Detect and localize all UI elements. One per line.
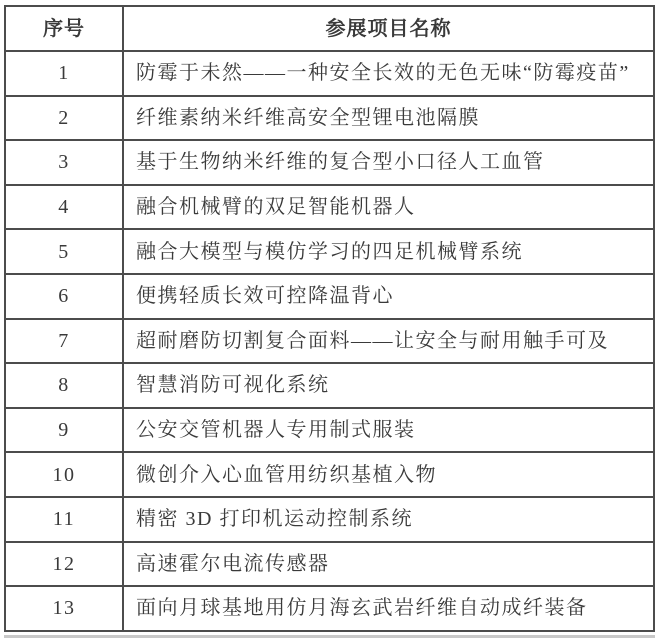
table-row [5, 51, 654, 96]
table-row [5, 319, 654, 364]
table-header [5, 6, 654, 51]
row-project-name: 智慧消防可视化系统 [123, 363, 654, 408]
row-project-name: 微创介入心血管用纺织基植入物 [123, 452, 654, 497]
cutoff-next-row-edge [4, 635, 655, 638]
header-project-name: 参展项目名称 [123, 6, 654, 51]
row-project-name: 精密 3D 打印机运动控制系统 [123, 497, 654, 542]
row-serial-number: 4 [5, 185, 123, 230]
row-serial-number: 1 [5, 51, 123, 96]
row-project-name: 公安交管机器人专用制式服装 [123, 408, 654, 453]
table-row [5, 185, 654, 230]
table-row [5, 274, 654, 319]
row-serial-number: 5 [5, 229, 123, 274]
row-serial-number: 13 [5, 586, 123, 631]
row-serial-number: 2 [5, 96, 123, 141]
row-project-name: 融合大模型与模仿学习的四足机械臂系统 [123, 229, 654, 274]
row-serial-number: 6 [5, 274, 123, 319]
row-project-name: 基于生物纳米纤维的复合型小口径人工血管 [123, 140, 654, 185]
header-serial-number: 序号 [5, 6, 123, 51]
row-project-name: 便携轻质长效可控降温背心 [123, 274, 654, 319]
table-body [5, 51, 654, 631]
table-row [5, 452, 654, 497]
row-serial-number: 9 [5, 408, 123, 453]
row-serial-number: 11 [5, 497, 123, 542]
row-project-name: 融合机械臂的双足智能机器人 [123, 185, 654, 230]
row-project-name: 超耐磨防切割复合面料——让安全与耐用触手可及 [123, 319, 654, 364]
table-row [5, 96, 654, 141]
table-row [5, 408, 654, 453]
header-row [5, 6, 654, 51]
row-project-name: 纤维素纳米纤维高安全型锂电池隔膜 [123, 96, 654, 141]
row-project-name: 防霉于未然——一种安全长效的无色无味“防霉疫苗” [123, 51, 654, 96]
table-row [5, 229, 654, 274]
table-row [5, 586, 654, 631]
table-row [5, 140, 654, 185]
exhibition-project-table [4, 5, 655, 632]
table-row [5, 497, 654, 542]
table-row [5, 363, 654, 408]
row-project-name: 高速霍尔电流传感器 [123, 542, 654, 587]
table-row [5, 542, 654, 587]
row-serial-number: 12 [5, 542, 123, 587]
row-serial-number: 7 [5, 319, 123, 364]
row-serial-number: 10 [5, 452, 123, 497]
row-project-name: 面向月球基地用仿月海玄武岩纤维自动成纤装备 [123, 586, 654, 631]
row-serial-number: 8 [5, 363, 123, 408]
row-serial-number: 3 [5, 140, 123, 185]
